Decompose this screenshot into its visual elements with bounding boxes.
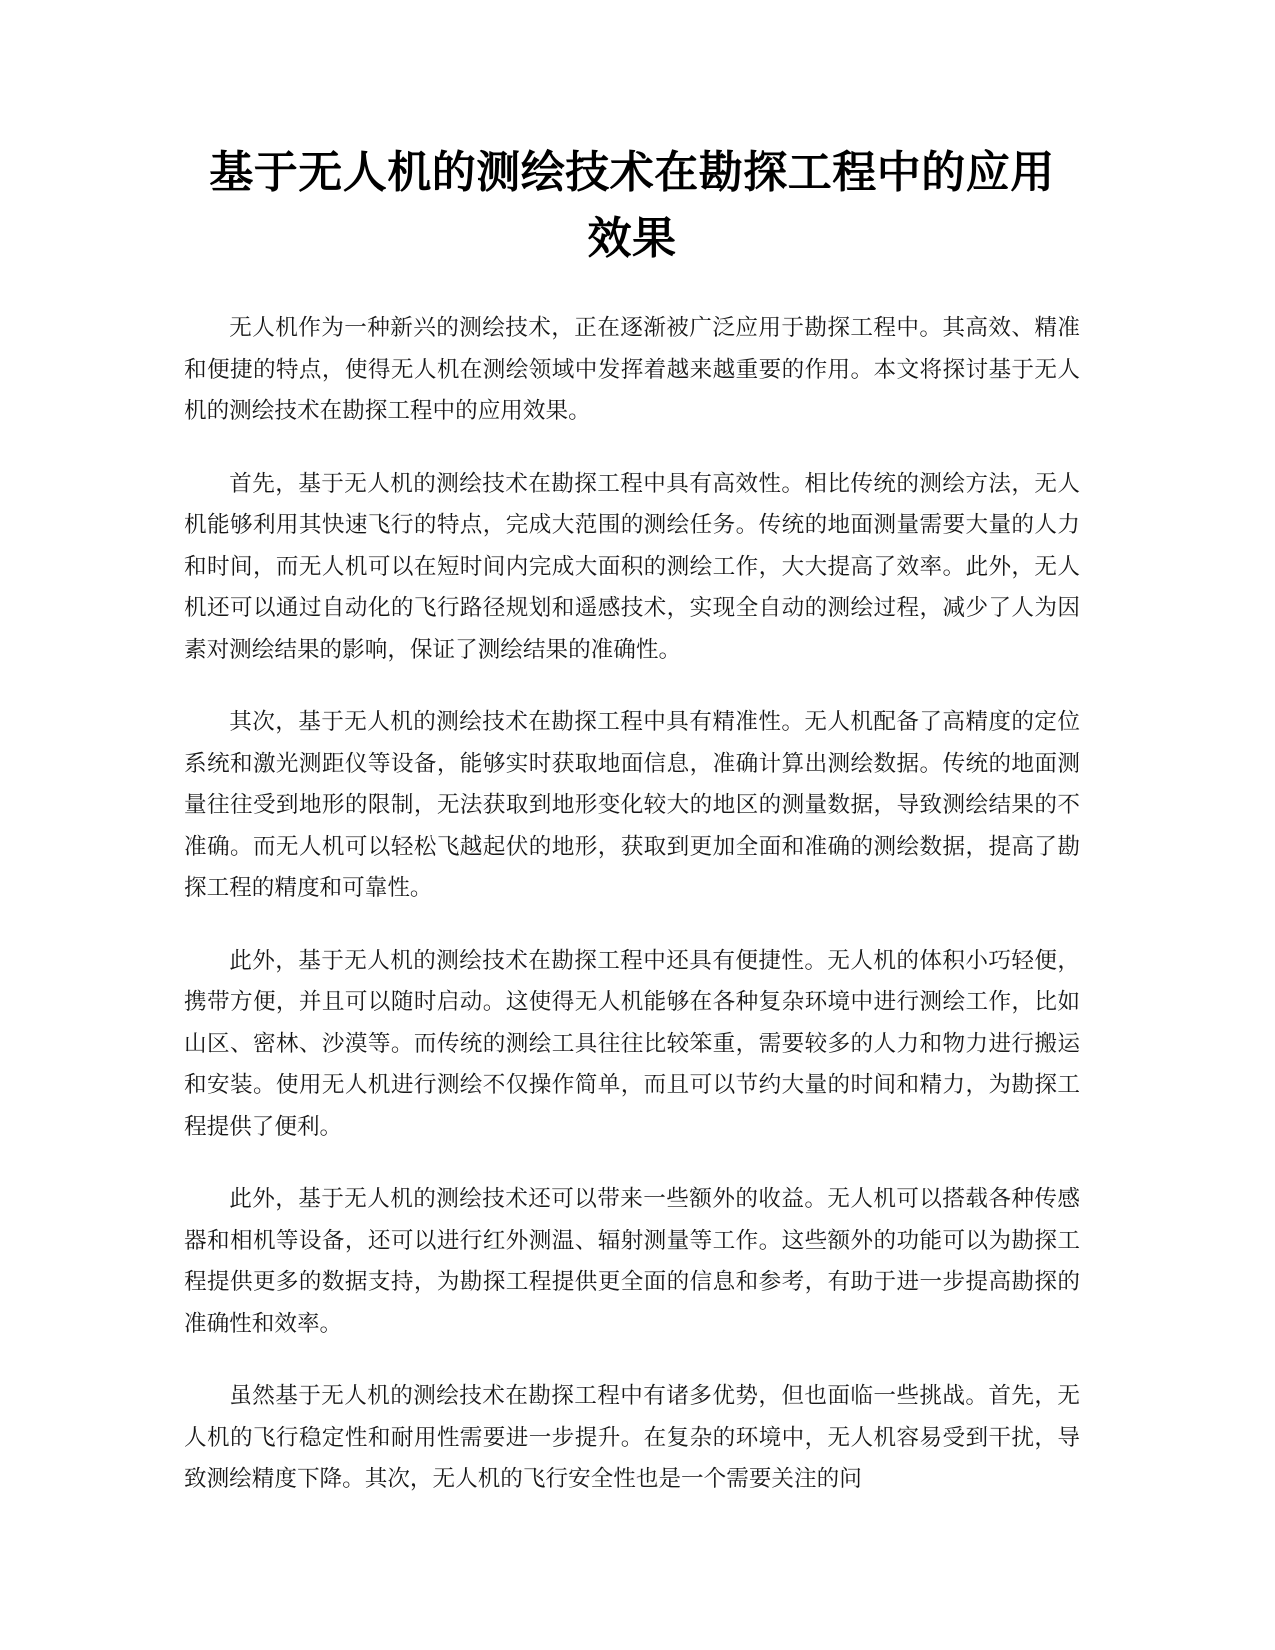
document-title [184, 140, 1080, 272]
document-page [184, 140, 1080, 1532]
paragraph-1: 无人机作为一种新兴的测绘技术，正在逐渐被广泛应用于勘探工程中。其高效、精准和便捷的特点，使得无人机在测绘领域中发挥着越来越重要的作用。本文将探讨基于无人机的测绘技术在勘探工程中的应用效果。 [184, 315, 1080, 424]
document-body [184, 308, 1080, 1501]
paragraph-2: 首先，基于无人机的测绘技术在勘探工程中具有高效性。相比传统的测绘方法，无人机能够利用其快速飞行的特点，完成大范围的测绘任务。传统的地面测量需要大量的人力和时间，而无人机可以在短时间内完成大面积的测绘工作，大大提高了效率。此外，无人机还可以通过自动化的飞行路径规划和遥感技术，实现全自动的测绘过程，减少了人为因素对测绘结果的影响，保证了测绘结果的准确性。 [184, 470, 1080, 663]
paragraph-3: 其次，基于无人机的测绘技术在勘探工程中具有精准性。无人机配备了高精度的定位系统和激光测距仪等设备，能够实时获取地面信息，准确计算出测绘数据。传统的地面测量往往受到地形的限制，无法获取到地形变化较大的地区的测量数据，导致测绘结果的不准确。而无人机可以轻松飞越起伏的地形，获取到更加全面和准确的测绘数据，提高了勘探工程的精度和可靠性。 [184, 709, 1080, 901]
title-line-2: 效果 [587, 213, 677, 264]
paragraph-6: 虽然基于无人机的测绘技术在勘探工程中有诸多优势，但也面临一些挑战。首先，无人机的飞行稳定性和耐用性需要进一步提升。在复杂的环境中，无人机容易受到干扰，导致测绘精度下降。其次，无人机的飞行安全性也是一个需要关注的问 [184, 1383, 1080, 1492]
paragraph-4: 此外，基于无人机的测绘技术在勘探工程中还具有便捷性。无人机的体积小巧轻便，携带方便，并且可以随时启动。这使得无人机能够在各种复杂环境中进行测绘工作，比如山区、密林、沙漠等。而传统的测绘工具往往比较笨重，需要较多的人力和物力进行搬运和安装。使用无人机进行测绘不仅操作简单，而且可以节约大量的时间和精力，为勘探工程提供了便利。 [184, 947, 1080, 1140]
title-line-1: 基于无人机的测绘技术在勘探工程中的应用 [209, 147, 1055, 198]
paragraph-5: 此外，基于无人机的测绘技术还可以带来一些额外的收益。无人机可以搭载各种传感器和相机等设备，还可以进行红外测温、辐射测量等工作。这些额外的功能可以为勘探工程提供更多的数据支持，为勘探工程提供更全面的信息和参考，有助于进一步提高勘探的准确性和效率。 [184, 1186, 1080, 1337]
